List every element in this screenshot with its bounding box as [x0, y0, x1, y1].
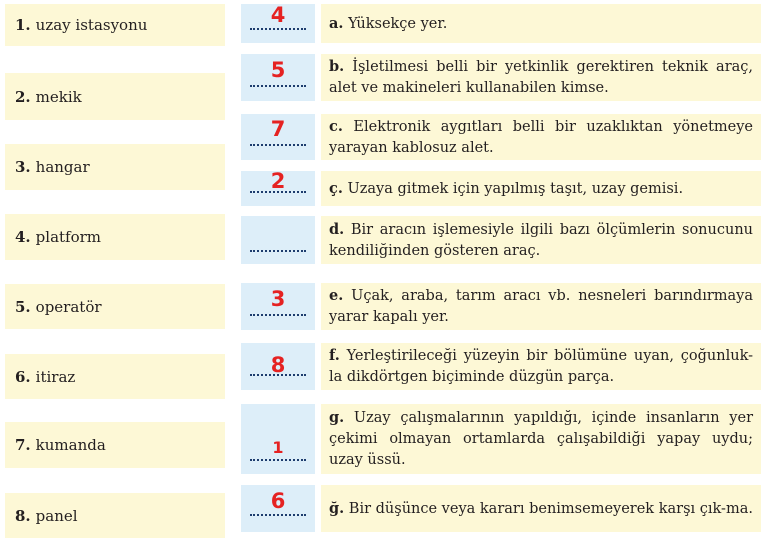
definition-text: Uçak, araba, tarım aracı vb. nesneleri barındırmaya yarar kapalı yer. [329, 288, 753, 325]
term-7 [5, 422, 225, 468]
definition-text: Uzay çalışmalarının yapıldığı, içinde insanların yer çekimi olmayan ortamlarda çalışabildiği yapay uydu; uzay üssü. [329, 410, 753, 468]
answer-box-b[interactable] [241, 54, 315, 101]
term-word: panel [35, 506, 78, 525]
answer-box-e[interactable] [241, 283, 315, 330]
term-word: platform [35, 228, 102, 246]
definition-letter: b. [329, 58, 345, 75]
answer-value: 8 [270, 353, 286, 377]
term-number: 6. [15, 367, 31, 386]
term-number: 5. [15, 297, 31, 316]
answer-value: 5 [270, 58, 286, 82]
term-word: mekik [35, 87, 82, 106]
definition-c [321, 114, 761, 160]
answer-box-f[interactable] [241, 343, 315, 390]
definition-letter: c. [329, 117, 343, 135]
term-word: uzay istasyonu [35, 16, 148, 34]
definition-d [321, 216, 761, 264]
definition-a [321, 4, 761, 43]
term-8 [5, 493, 225, 538]
answer-box-cc[interactable] [241, 171, 315, 206]
answer-value: 1 [272, 438, 284, 457]
term-word: hangar [35, 158, 90, 176]
answer-box-d[interactable] [241, 216, 315, 264]
answer-dotted-line [250, 250, 306, 252]
answer-value: 2 [270, 169, 286, 193]
answer-dotted-line [250, 191, 306, 193]
term-4 [5, 214, 225, 260]
definition-letter: ğ. [329, 499, 345, 517]
answer-dotted-line [250, 459, 306, 461]
definition-text: Uzaya gitmek için yapılmış taşıt, uzay gemisi. [347, 180, 684, 197]
term-6 [5, 354, 225, 399]
definition-text: Elektronik aygıtları belli bir uzaklıktan yönetmeye yarayan kablosuz alet. [329, 118, 754, 156]
term-number: 2. [15, 87, 31, 106]
definition-letter: g. [329, 409, 345, 426]
answer-dotted-line [250, 144, 306, 146]
answer-dotted-line [250, 514, 306, 516]
definition-cc [321, 171, 761, 206]
definition-text: Bir aracın işlemesiyle ilgili bazı ölçümlerin sonucunu kendiliğinden gösteren araç. [329, 221, 753, 259]
answer-value: 7 [270, 117, 286, 141]
answer-box-c[interactable] [241, 114, 315, 160]
definition-gg [321, 485, 761, 532]
definition-f [321, 343, 761, 390]
answer-value: 3 [270, 287, 286, 311]
definition-e [321, 283, 761, 330]
definition-letter: f. [329, 347, 340, 364]
answer-box-g[interactable] [241, 404, 315, 474]
definition-g [321, 404, 761, 474]
term-number: 1. [15, 16, 31, 34]
term-number: 8. [15, 506, 31, 525]
definition-letter: d. [329, 220, 345, 238]
term-5 [5, 284, 225, 329]
term-word: kumanda [35, 436, 106, 454]
definition-text: Yerleştirileceği yüzeyin bir bölümüne uyan, çoğunluk-la dikdörtgen biçiminde düzgün parça. [329, 348, 753, 385]
term-number: 3. [15, 158, 31, 176]
definition-b [321, 54, 761, 101]
answer-dotted-line [250, 28, 306, 30]
definition-letter: a. [329, 14, 344, 32]
term-number: 4. [15, 228, 31, 246]
term-1 [5, 4, 225, 46]
term-2 [5, 73, 225, 120]
answer-dotted-line [250, 374, 306, 376]
answer-box-a[interactable] [241, 4, 315, 43]
answer-dotted-line [250, 85, 306, 87]
term-3 [5, 144, 225, 190]
definition-letter: ç. [329, 179, 343, 197]
term-word: itiraz [35, 367, 76, 386]
definition-letter: e. [329, 287, 344, 304]
definition-text: İşletilmesi belli bir yetkinlik gerektiren teknik araç, alet ve makineleri kullanabilen kimse. [329, 59, 753, 96]
answer-value: 6 [270, 489, 286, 513]
answer-box-gg[interactable] [241, 485, 315, 532]
definition-text: Yüksekçe yer. [348, 15, 448, 32]
definition-text: Bir düşünce veya kararı benimsemeyerek karşı çık-ma. [348, 500, 753, 517]
term-word: operatör [35, 297, 102, 316]
answer-dotted-line [250, 314, 306, 316]
term-number: 7. [15, 436, 31, 454]
answer-value: 4 [270, 3, 286, 27]
